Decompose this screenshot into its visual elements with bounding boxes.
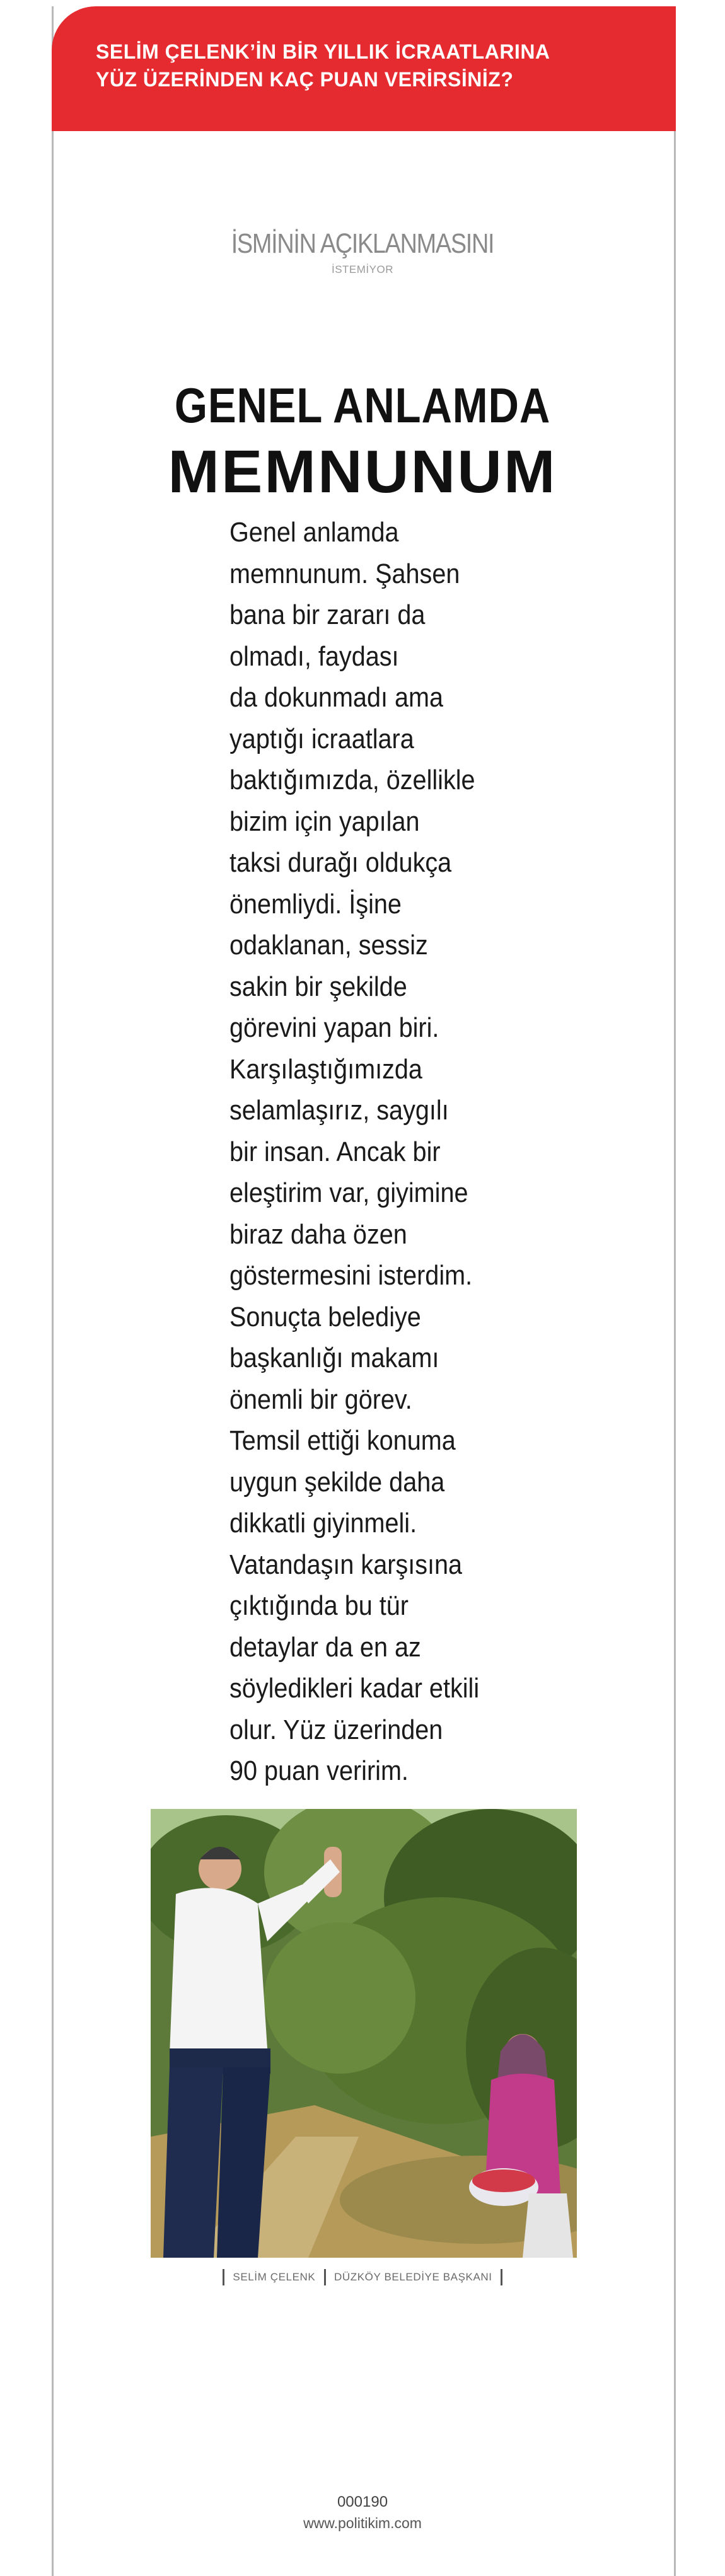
caption-name: SELİM ÇELENK — [233, 2271, 316, 2283]
quote-line: olur. Yüz üzerinden — [229, 1714, 443, 1745]
caption-title: DÜZKÖY BELEDİYE BAŞKANI — [334, 2271, 492, 2283]
quote-line: olmadı, faydası — [229, 640, 399, 672]
mayor-photo — [151, 1809, 577, 2258]
quote-line: da dokunmadı ama — [229, 682, 444, 713]
headline-line-2: MEMNUNUM — [168, 438, 557, 505]
quote-line: bir insan. Ancak bir — [229, 1136, 441, 1167]
quote-line: uygun şekilde daha — [229, 1466, 445, 1498]
quote-line: 90 puan veririm. — [229, 1755, 409, 1786]
quote-line: Vatandaşın karşısına — [229, 1549, 463, 1580]
caption-divider — [324, 2269, 326, 2285]
footer-id: 000190 — [337, 2493, 388, 2510]
respondent-subtitle: İSTEMİYOR — [331, 263, 393, 275]
headline-line-1: GENEL ANLAMDA — [174, 378, 551, 433]
quote-line: Temsil ettiği konuma — [229, 1425, 456, 1456]
caption-divider — [501, 2269, 502, 2285]
quote-line: göstermesini isterdim. — [229, 1260, 473, 1291]
question-banner — [52, 6, 676, 131]
footer-url[interactable]: www.politikim.com — [303, 2515, 422, 2531]
quote-line: söyledikleri kadar etkili — [229, 1673, 480, 1704]
question-line-2: YÜZ ÜZERİNDEN KAÇ PUAN VERİRSİNİZ? — [96, 68, 514, 91]
quote-line: biraz daha özen — [229, 1218, 407, 1250]
quote-line: önemli bir görev. — [229, 1383, 412, 1415]
quote-line: Sonuçta belediye — [229, 1301, 421, 1332]
caption-divider — [223, 2269, 224, 2285]
quote-line: çıktığında bu tür — [229, 1590, 409, 1621]
quote-line: Karşılaştığımızda — [229, 1053, 422, 1085]
quote-line: bizim için yapılan — [229, 806, 420, 837]
question-text — [96, 38, 651, 93]
quote-line: başkanlığı makamı — [229, 1343, 439, 1373]
photo-illustration — [151, 1809, 577, 2258]
quote-line: odaklanan, sessiz — [229, 930, 428, 961]
quote-line: baktığımızda, özellikle — [229, 765, 475, 795]
quote-line: yaptığı icraatlara — [229, 723, 414, 754]
quote-line: önemliydi. İşine — [229, 888, 402, 920]
quote-line: selamlaşırız, saygılı — [229, 1095, 449, 1126]
quote-line: taksi durağı oldukça — [229, 847, 452, 878]
quote-body — [229, 512, 507, 1792]
quote-line: memnunum. Şahsen — [229, 558, 460, 589]
quote-line: Genel anlamda — [229, 517, 399, 548]
quote-line: eleştirim var, giyimine — [229, 1177, 468, 1208]
quote-line: detaylar da en az — [229, 1631, 421, 1663]
photo-caption — [0, 2269, 725, 2285]
quote-line: dikkatli giyinmeli. — [229, 1508, 417, 1539]
respondent-name: İSMİNİN AÇIKLANMASINI — [231, 228, 494, 259]
quote-line: bana bir zararı da — [229, 599, 426, 630]
quote-line: sakin bir şekilde — [229, 971, 407, 1002]
question-line-1: SELİM ÇELENK’İN BİR YILLIK İCRAATLARINA — [96, 40, 550, 63]
quote-line: görevini yapan biri. — [229, 1012, 439, 1043]
